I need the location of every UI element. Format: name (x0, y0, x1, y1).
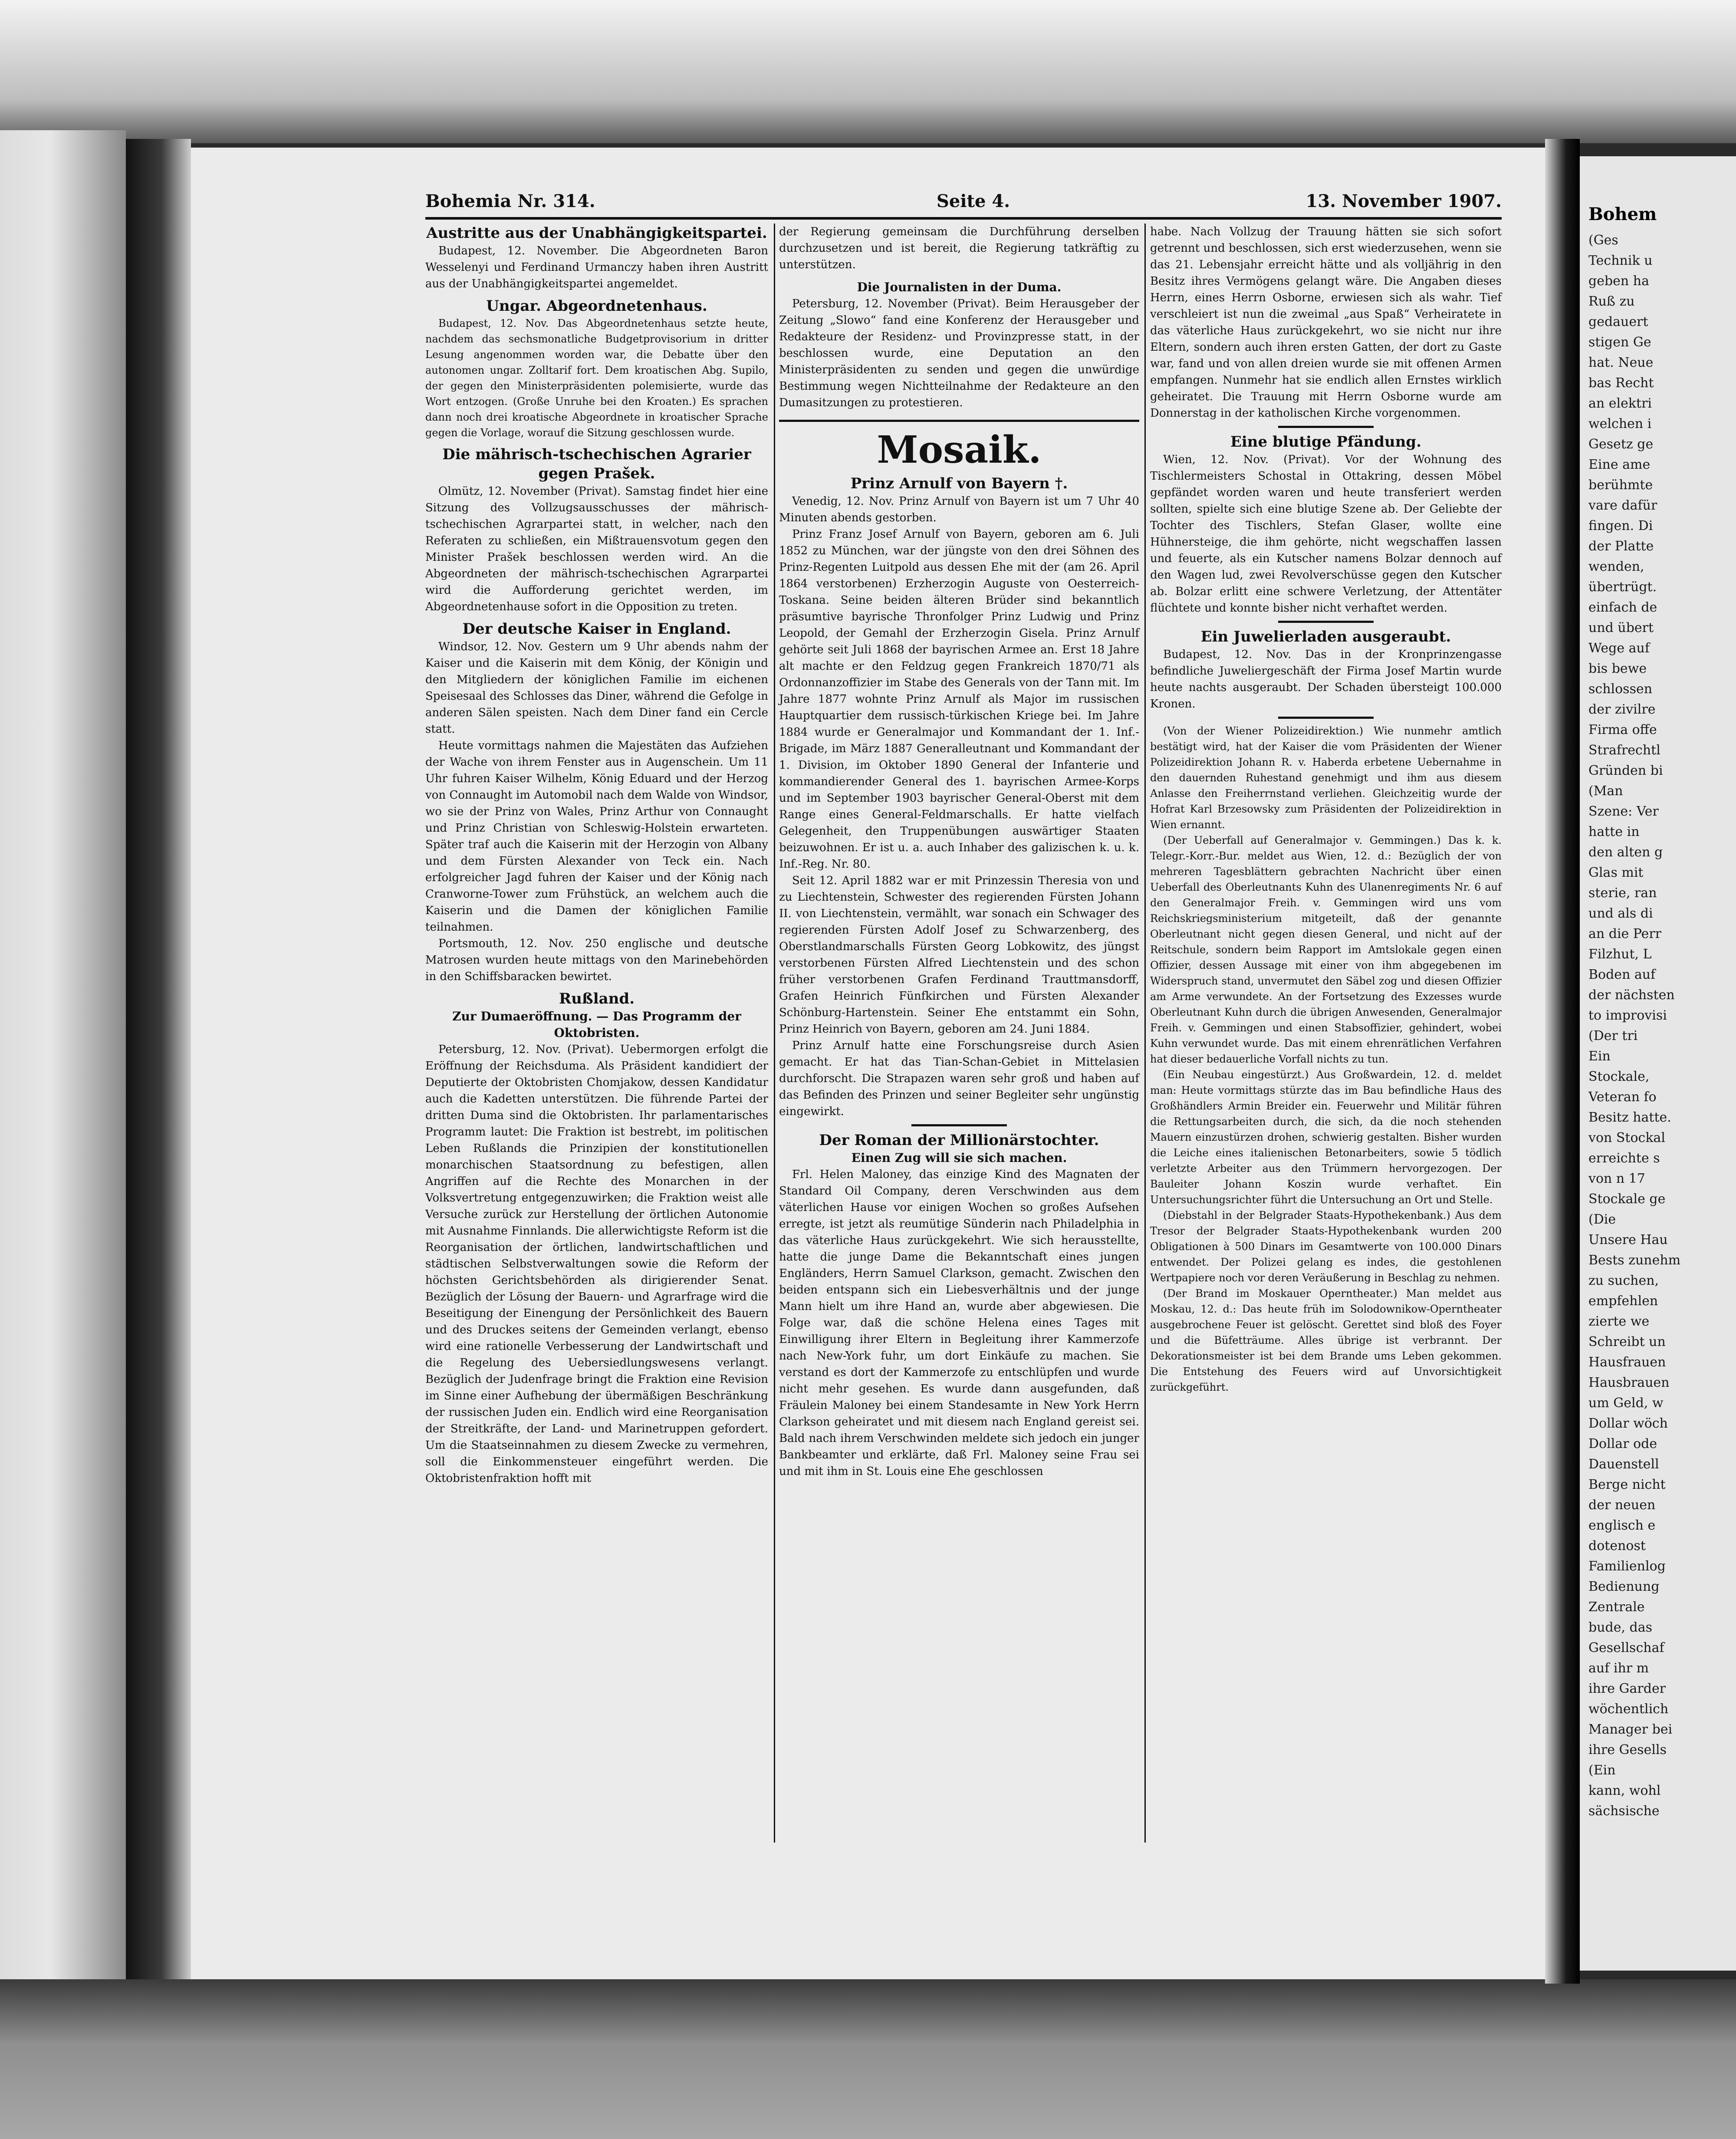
article-text: Windsor, 12. Nov. Gestern um 9 Uhr abends nahm der Kaiser und die Kaiserin mit dem König, der Königin und den Mitgliedern der königlichen Familie im eichenen Speisesaal des Schlosses das Diner, während die Gefolge in anderen Sälen speisten. Nach dem Diner fand ein Cercle statt. (425, 640, 768, 736)
column-1 (425, 224, 768, 1487)
article-text: Heute vormittags nahmen die Majestäten das Aufziehen der Wache von ihrem Fenster aus in Augenschein. Um 11 Uhr fuhren Kaiser Wilhelm, König Eduard und der Herzog von Connaught im Automobil nach dem Walde von Windsor, wo sie der Prinz von Wales, Prinz Arthur von Connaught und Prinz Christian von Schleswig-Holstein erwarteten. Später traf auch die Kaiserin mit der Herzogin von Albany und dem Fürsten Alexander von Teck ein. Nach erfolgreicher Jagd fuhren der Kaiser und der König nach Cranworne-Tower zum Frühstück, an welchem auch die Kaiserin und die Damen der königlichen Familie teilnahmen. (425, 739, 768, 934)
column-rule (1144, 224, 1146, 1843)
column-2 (779, 224, 1139, 1480)
article-divider (1278, 621, 1374, 623)
header-rule (425, 217, 1502, 220)
article-divider (1278, 426, 1374, 428)
adjacent-page-header: Bohem (1588, 204, 1657, 224)
article-text: Budapest, 12. Nov. Das Abgeordnetenhaus setzte heute, nachdem das sechsmonatliche Budgetprovisorium in dritter Lesung angenommen worden war, die Debatte über den autonomen ungar. Zolltarif fort. Dem kroatischen Abg. Supilo, der gegen den Ministerpräsidenten polemisierte, wurde das Wort entzogen. (Große Unruhe bei den Kroaten.) Es sprachen dann noch drei kroatische Abgeordnete in kroatischer Sprache gegen die Vorlage, worauf die Sitzung geschlossen wurde. (425, 317, 768, 439)
article-text: Olmütz, 12. November (Privat). Samstag findet hier eine Sitzung des Vollzugsausschusses der mährisch-tschechischen Agrarpartei statt, in welcher, nach den Referaten zu schließen, ein Mißtrauensvotum gegen den Minister Prašek beschlossen werden wird. An die Abgeordneten der mährisch-tschechischen Agrarpartei wird die Aufforderung gerichtet werden, im Abgeordnetenhause sofort in die Opposition zu treten. (425, 485, 768, 613)
page-header (425, 191, 1502, 217)
headline: Ein Juwelierladen ausgeraubt. (1200, 628, 1451, 645)
spine-shadow (126, 139, 191, 1984)
headline: Ungar. Abgeordnetenhaus. (486, 297, 707, 315)
headline: Der deutsche Kaiser in England. (462, 620, 731, 638)
subheading: Einen Zug will sie sich machen. (851, 1151, 1067, 1165)
article-text: Petersburg, 12. Nov. (Privat). Uebermorgen erfolgt die Eröffnung der Reichsduma. Als Präsident kandidiert der Deputierte der Oktobristen Chomjakow, dessen Kandidatur auch die Kadetten unterstützen. Die führende Partei der dritten Duma sind die Oktobristen. Ihr parlamentarisches Programm lautet: Die Fraktion ist bestrebt, im politischen Leben Rußlands die Prinzipien der konstitutionellen monarchischen Staatsordnung zu befestigen, allen Angriffen auf die Rechte des Monarchen in der Volksvertretung entgegenzuwirken; die Fraktion weist alle Versuche zurück zur Herstellung der örtlichen Autonomie mit Ausnahme Finnlands. Die allerwichtigste Reform ist die Reorganisation der örtlichen, landwirtschaftlichen und städtischen Selbstverwaltungen sowie die Reform der höchsten Gerichtsbehörden als dirigierender Senat. Bezüglich der Lösung der Bauern- und Agrarfrage wird die Beseitigung der Einengung der Persönlichkeit des Bauern und des Druckes seitens der Gemeinden verlangt, ebenso wird eine rationelle Verbesserung der Landwirtschaft und die Regelung des Uebersiedlungswesens verlangt. Bezüglich der Judenfrage bringt die Fraktion eine Revision im Sinne einer Aufhebung der übermäßigen Beschränkung der russischen Juden ein. Endlich wird eine Reorganisation der Streitkräfte, der Land- und Marinetruppen gefordert. Um die Staatseinnahmen zu diesem Zwecke zu vermehren, soll die Einkommensteuer eingeführt werden. Die Oktobristenfraktion hofft mit (425, 1043, 768, 1485)
page-gutter (1545, 139, 1580, 1984)
headline: Eine blutige Pfändung. (1230, 433, 1422, 451)
article-text: Budapest, 12. Nov. Das in der Kronprinzengasse befindliche Juweliergeschäft der Firma Josef Martin wurde heute nachts ausgeraubt. Der Schaden übersteigt 100.000 Kronen. (1150, 648, 1502, 711)
section-rule (779, 420, 1139, 422)
section-title: Mosaik. (877, 428, 1042, 472)
article-text: Prinz Arnulf hatte eine Forschungsreise durch Asien gemacht. Er hat das Tian-Schan-Gebiet in Mittelasien durchforscht. Die Strapazen waren sehr groß und haben auf das Befinden des Prinzen und seiner Begleiter sehr ungünstig eingewirkt. (779, 1039, 1139, 1118)
news-item: (Von der Wiener Polizeidirektion.) Wie nunmehr amtlich bestätigt wird, hat der Kaiser die vom Präsidenten der Wiener Polizeidirektion Johann R. v. Haberda erbetene Uebernahme in den dauernden Ruhestand genehmigt und ihm aus diesem Anlasse den Freiherrnstand verliehen. Gleichzeitig wurde der Hofrat Karl Brzesowsky zum Präsidenten der Polizeidirektion in Wien ernannt. (1150, 725, 1502, 831)
issue-date: 13. November 1907. (1305, 191, 1502, 211)
news-item: (Der Brand im Moskauer Operntheater.) Man meldet aus Moskau, 12. d.: Das heute früh im Solodownikow-Operntheater ausgebrochene Feuer ist gelöscht. Gerettet sind bloß des Foyer und die Büfetträume. Alles übrige ist verbrannt. Der Dekorationsmeister ist bei dem Brande ums Leben gekommen. Die Entstehung des Feuers wird auf Unvorsichtigkeit zurückgeführt. (1150, 1287, 1502, 1393)
subheading: Zur Dumaeröffnung. — Das Programm der Oktobristen. (452, 1009, 741, 1040)
article-text: Petersburg, 12. November (Privat). Beim Herausgeber der Zeitung „Slowo“ fand eine Konferenz der Herausgeber und Redakteure der Residenz- und Provinzpresse statt, in der beschlossen wurde, eine Deputation an den Ministerpräsidenten zu senden und gegen die unwürdige Bestimmung wegen Nichtteilnahme der Redakteure an den Dumasitzungen zu protestieren. (779, 297, 1139, 409)
column-rule (774, 224, 775, 1843)
article-text: Wien, 12. Nov. (Privat). Vor der Wohnung des Tischlermeisters Schostal in Ottakring, dessen Möbel gepfändet worden waren und heute transferiert werden sollten, spielte sich eine blutige Szene ab. Der Geliebte der Tochter des Tischlers, Stefan Glaser, wollte eine Hühnersteige, die ihm gehörte, nicht wegschaffen lassen und feuerte, als ein Kutscher namens Bolzar dennoch auf den Wagen lud, zwei Revolverschüsse gegen den Kutscher ab. Bolzar erlitt eine schwere Verletzung, der Attentäter flüchtete und konnte bisher nicht verhaftet werden. (1150, 453, 1502, 615)
headline: Die Journalisten in der Duma. (857, 280, 1062, 294)
article-text: Seit 12. April 1882 war er mit Prinzessin Theresia von und zu Liechtenstein, Schwester des regierenden Fürsten Johann II. von Liechtenstein, vermählt, war sonach ein Schwager des regierenden Fürsten Adolf Josef zu Schwarzenberg, des Oberstlandmarschalls Fürsten Georg Lobkowitz, des jüngst verstorbenen Fürsten Alfred Liechtenstein und des schon früher verstorbenen Grafen Ferdinand Trauttmansdorff, Grafen Heinrich Fünfkirchen und Fürsten Alexander Schönburg-Hartenstein. Seiner Ehe entstammt ein Sohn, Prinz Heinrich von Bayern, geboren am 24. Juni 1884. (779, 874, 1139, 1036)
book-binding-edge (0, 130, 126, 2040)
headline: Der Roman der Millionärstochter. (819, 1132, 1099, 1149)
headline: Prinz Arnulf von Bayern †. (850, 475, 1068, 492)
article-text: Frl. Helen Maloney, das einzige Kind des Magnaten der Standard Oil Company, deren Verschwinden aus dem väterlichen Hause vor einigen Wochen so großes Aufsehen erregte, ist jetzt als reumütige Sünderin nach Philadelphia in das väterliche Haus zurückgekehrt. Wie sich herausstellte, hatte die junge Dame die Bekanntschaft eines jungen Engländers, Herrn Samuel Clarkson, gemacht. Zwischen den beiden entspann sich ein Liebesverhältnis und der junge Mann hielt um ihre Hand an, wurde aber abgewiesen. Die Folge war, daß die schöne Helena eines Tages mit Einwilligung ihrer Eltern in Begleitung ihrer Kammerzofe nach New-York fuhr, um dort Einkäufe zu machen. Sie verstand es dort der Kammerzofe zu entschlüpfen und wurde nicht mehr gesehen. Es wurde dann ausgefunden, daß Fräulein Maloney bei einem Standesamte in New York Herrn Clarkson geheiratet und mit diesem nach England gereist sei. Bald nach ihrem Verschwinden meldete sich jedoch ein junger Bankbeamter und erklärte, daß Frl. Maloney seine Frau sei und mit ihm in St. Louis eine Ehe geschlossen (779, 1168, 1139, 1478)
page-number: Seite 4. (937, 191, 1010, 211)
article-text: der Regierung gemeinsam die Durchführung derselben durchzusetzen und ist bereit, die Regierung tatkräftig zu unterstützen. (779, 225, 1139, 271)
masthead-issue: Bohemia Nr. 314. (425, 191, 595, 211)
headline: Austritte aus der Unabhängigkeitspartei. (426, 224, 767, 242)
article-divider (911, 1124, 1007, 1126)
news-item: (Ein Neubau eingestürzt.) Aus Großwardein, 12. d. meldet man: Heute vormittags stürzte das im Bau befindliche Haus des Großhändlers Armin Breider ein. Feuerwehr und Militär führen die Rettungsarbeiten durch, die sich, da die noch stehenden Mauern einzustürzen drohen, schwierig gestalten. Bisher wurden die Leiche eines italienischen Betonarbeiters, sowie 5 tödlich verletzte Arbeiter aus den Trümmern hervorgezogen. Der Bauleiter Johann Koszin wurde verhaftet. Ein Untersuchungsrichter führt die Untersuchung an Ort und Stelle. (1150, 1069, 1502, 1206)
adjacent-page-fragment (1580, 156, 1736, 1971)
article-text: habe. Nach Vollzug der Trauung hätten sie sich sofort getrennt und beschlossen, sich erst wiederzusehen, wenn sie das 21. Lebensjahr erreicht hätte und als volljährig in den Besitz ihres Vermögens gelangt wäre. Die Angaben dieses Herrn, eines Herrn Osborne, erwiesen sich als wahr. Tief verschleiert ist nun die zweimal „aus Spaß“ Verheiratete in das väterliche Haus zurückgekehrt, wo sie nicht nur ihre Eltern, sondern auch ihren ersten Gatten, der dort zu Gaste war, fand und von allen dreien wurde sie mit offenen Armen empfangen. Nunmehr hat sie endlich allen Ernstes wirklich geheiratet. Die Trauung mit Herrn Osborne wurde am Donnerstag in der katholischen Kirche vorgenommen. (1150, 225, 1502, 420)
section-heading: Rußland. (559, 990, 635, 1007)
scanner-mount-top (0, 0, 1736, 143)
article-text: Budapest, 12. November. Die Abgeordneten Baron Wesselenyi und Ferdinand Urmanczy haben ihren Austritt aus der Unabhängigkeitspartei angemeldet. (425, 244, 768, 290)
article-text: Venedig, 12. Nov. Prinz Arnulf von Bayern ist um 7 Uhr 40 Minuten abends gestorben. (779, 495, 1139, 524)
adjacent-page-text: (Ges Technik u geben ha Ruß zu gedauert stigen Ge hat. Neue bas Recht an elektri welchen i Gesetz ge Eine ame berühmte vare dafür fingen. Di der Platte wenden, übertrügt. einfach de und übert Wege auf bis bewe schlossen der zivilre Firma offe Strafrechtl Gründen bi (Man Szene: Ver hatte in den alten g Glas mit sterie, ran und als di an die Perr Filzhut, L Boden auf der nächsten to improvisi (Der tri Ein Stockale, Veteran fo Besitz hatte. von Stockal erreichte s von n 17 Stockale ge (Die Unsere Hau Bests zunehm zu suchen, empfehlen zierte we Schreibt un Hausfrauen Hausbrauen um Geld, w Dollar wöch Dollar ode Dauenstell Berge nicht der neuen englisch e dotenost Familienlog Bedienung Zentrale bude, das Gesellschaf auf ihr m ihre Garder wöchentlich Manager bei ihre Gesells (Ein kann, wohl sächsische (1588, 233, 1681, 1819)
article-text: Portsmouth, 12. Nov. 250 englische und deutsche Matrosen wurden heute mittags von den Marinebehörden in den Schiffsbaracken bewirtet. (425, 937, 768, 983)
column-3 (1150, 224, 1502, 1395)
scanner-mount-bottom (0, 1979, 1736, 2139)
news-item: (Der Ueberfall auf Generalmajor v. Gemmingen.) Das k. k. Telegr.-Korr.-Bur. meldet aus Wien, 12. d.: Bezüglich der von mehreren Tagesblättern gebrachten Nachricht über einen Ueberfall des Oberleutnants Kuhn des Ulanenregiments Nr. 6 auf den Generalmajor Freih. v. Gemmingen wird uns vom Reichskriegsministerium mitgeteilt, daß der genannte Oberleutnant nicht gegen diesen General, und nicht auf der Reitschule, sondern beim Rapport im Amtslokale gegen einen Offizier, dessen Aussage mit einer von ihm abgegebenen im Widerspruch stand, unvermutet den Säbel zog und diesen Offizier am Arme verwundete. An der Fortsetzung des Exzesses wurde Oberleutnant Kuhn durch die übrigen Anwesenden, Generalmajor Freih. v. Gemmingen und einen Stabsoffizier, gehindert, wobei Kuhn verwundet wurde. Das mit einem ehrenrätlichen Verfahren hat dieser bedauerliche Vorfall nichts zu tun. (1150, 834, 1502, 1065)
article-text: Prinz Franz Josef Arnulf von Bayern, geboren am 6. Juli 1852 zu München, war der jüngste von den drei Söhnen des Prinz-Regenten Luitpold aus dessen Ehe mit der (am 26. April 1864 verstorbenen) Erzherzogin Auguste von Oesterreich-Toskana. Seine beiden älteren Brüder sind bekanntlich präsumtive bayrische Thronfolger Prinz Ludwig und Prinz Leopold, der Gemahl der Erzherzogin Gisela. Prinz Arnulf gehörte seit Juli 1868 der bayrischen Armee an. Erst 18 Jahre alt machte er den Feldzug gegen Frankreich 1870/71 als Ordonnanzoffizier im Stabe des Generals von der Tann mit. Im Jahre 1877 wohnte Prinz Arnulf als Major im russischen Hauptquartier dem russisch-türkischen Kriege bei. Im Jahre 1884 wurde er Generalmajor und Kommandant der 1. Inf.-Brigade, im März 1887 Generalleutnant und Kommandant der 1. Division, im Oktober 1890 General der Infanterie und kommandierender General des 1. bayrischen Armee-Korps und im September 1903 bayrischer General-Oberst mit dem Range eines General-Feldmarschalls. Er hatte vielfach Gelegenheit, den Truppenübungen auswärtiger Staaten beizuwohnen. Er ist u. a. auch Inhaber des galizischen k. u. k. Inf.-Reg. Nr. 80. (779, 528, 1139, 871)
news-item: (Diebstahl in der Belgrader Staats-Hypothekenbank.) Aus dem Tresor der Belgrader Staats-Hypothekenbank wurden 200 Obligationen à 500 Dinars im Gesamtwerte von 100.000 Dinars entwendet. Der Polizei gelang es indes, die gestohlenen Wertpapiere noch vor deren Veräußerung in Beschlag zu nehmen. (1150, 1209, 1502, 1284)
headline: Die mährisch-tschechischen Agrarier gegen Prašek. (442, 446, 751, 482)
article-divider (1278, 717, 1374, 719)
